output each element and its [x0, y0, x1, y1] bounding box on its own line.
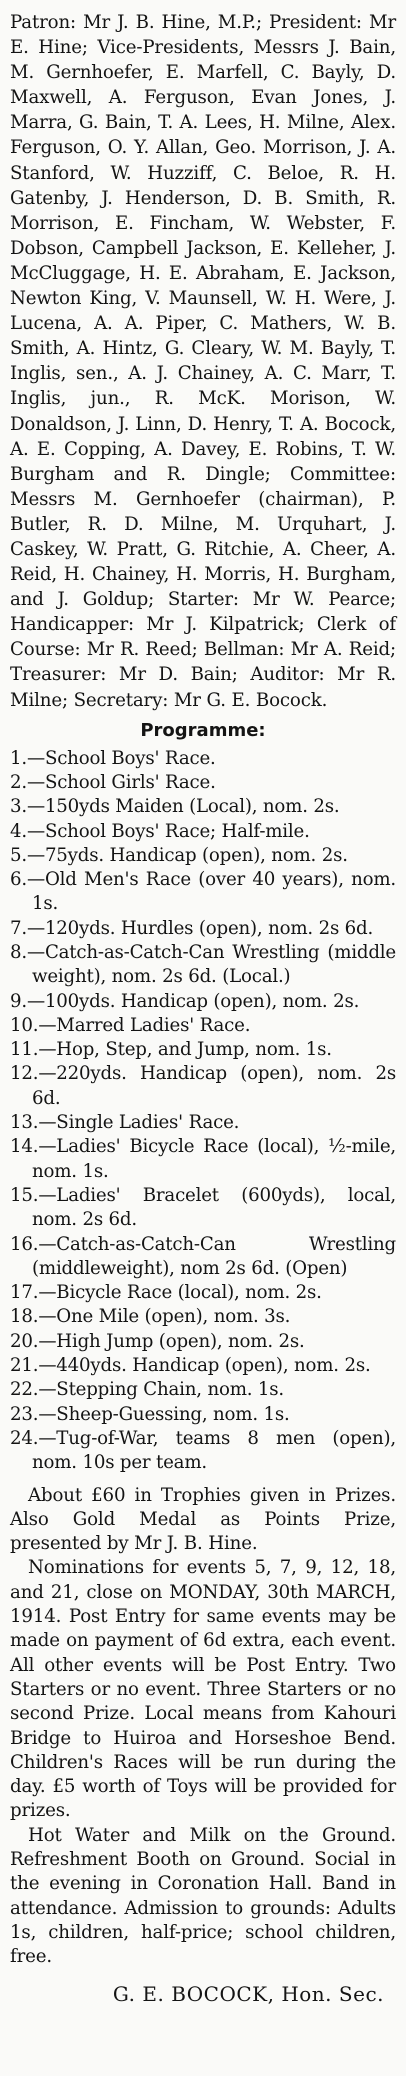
programme-item: 14.—Ladies' Bicycle Race (local), ½-mile, nom. 1s.: [10, 1136, 396, 1182]
programme-item: 16.—Catch-as-Catch-Can Wrestling (middleweight), nom 2s 6d. (Open): [10, 1233, 396, 1279]
officials-paragraph: Patron: Mr J. B. Hine, M.P.; President: Mr E. Hine; Vice-Presidents, Messrs J. Bain, M. Gernhoefer, E. Marfell, C. Bayly, D. Maxwell, A. Ferguson, Evan Jones, J. Marra, G. Bain, T. A. Lees, H. Milne, Alex. Ferguson, O. Y. Allan, Geo. Morrison, J. A. Stanford, W. Huzziff, C. Beloe, R. H. Gatenby, J. Henderson, D. B. Smith, R. Morrison, E. Fincham, W. Webster, F. Dobson, Campbell Jackson, E. Kelleher, J. McCluggage, H. E. Abraham, E. Jackson, Newton King, V. Maunsell, W. H. Were, J. Lucena, A. A. Piper, C. Mathers, W. B. Smith, A. Hintz, G. Cleary, W. M. Bayly, T. Inglis, sen., A. J. Chainey, A. C. Marr, T. Inglis, jun., R. McK. Morison, W. Donaldson, J. Linn, D. Henry, T. A. Bocock, A. E. Copping, A. Davey, E. Robins, T. W. Burgham and R. Dingle; Committee: Messrs M. Gernhoefer (chairman), P. Butler, R. D. Milne, M. Urquhart, J. Caskey, W. Pratt, G. Ritchie, A. Cheer, A. Reid, H. Chainey, H. Morris, H. Burgham, and J. Goldup; Starter: Mr W. Pearce; Handicapper: Mr J. Kilpatrick; Clerk of Course: Mr R. Reed; Bellman: Mr A. Reid; Treasurer: Mr D. Bain; Auditor: Mr R. Milne; Secretary: Mr G. E. Bocock.: [10, 12, 396, 711]
programme-item: 5.—75yds. Handicap (open), nom. 2s.: [10, 844, 348, 866]
programme-item: 17.—Bicycle Race (local), nom. 2s.: [10, 1282, 322, 1304]
amenities-note: Hot Water and Milk on the Ground. Refreshment Booth on Ground. Social in the evening in Coronation Hall. Band in attendance. Admission to grounds: Adults 1s, children, half-price; school children, free.: [10, 1824, 396, 1968]
programme-item: 24.—Tug-of-War, teams 8 men (open), nom. 10s per team.: [10, 1427, 396, 1474]
programme-item: 15.—Ladies' Bracelet (600yds), local, nom. 2s 6d.: [10, 1184, 396, 1231]
notes-section: [10, 1484, 396, 1970]
programme-item: 23.—Sheep-Guessing, nom. 1s.: [10, 1403, 290, 1425]
programme-item: 12.—220yds. Handicap (open), nom. 2s 6d.: [10, 1063, 396, 1109]
programme-item: 3.—150yds Maiden (Local), nom. 2s.: [10, 796, 340, 818]
secretary-signature: G. E. BOCOCK, Hon. Sec.: [112, 1982, 384, 2007]
programme-item: 6.—Old Men's Race (over 40 years), nom. 1s.: [10, 869, 396, 915]
programme-item: 9.—100yds. Handicap (open), nom. 2s.: [10, 990, 360, 1012]
programme-item: 1.—School Boys' Race.: [10, 747, 216, 769]
programme-item: 7.—120yds. Hurdles (open), nom. 2s 6d.: [10, 917, 374, 939]
programme-item: 22.—Stepping Chain, nom. 1s.: [10, 1379, 285, 1401]
trophies-note: About £60 in Trophies given in Prizes. Also Gold Medal as Points Prize, presented by Mr J. B. Hine.: [10, 1484, 396, 1555]
programme-item: 8.—Catch-as-Catch-Can Wrestling (middle weight), nom. 2s 6d. (Local.): [10, 942, 396, 988]
programme-item: 21.—440yds. Handicap (open), nom. 2s.: [10, 1355, 371, 1377]
programme-item: 13.—Single Ladies' Race.: [10, 1112, 240, 1134]
nominations-note: Nominations for events 5, 7, 9, 12, 18, and 21, close on MONDAY, 30th MARCH, 1914. Post Entry for same events may be made on payment of 6d extra, each event. All other events will be Post Entry. Two Starters or no event. Three Starters or no second Prize. Local means from Kahouri Bridge to Huiroa and Horseshoe Bend. Children's Races will be run during the day. £5 worth of Toys will be provided for prizes.: [10, 1557, 396, 1822]
programme-item: 18.—One Mile (open), nom. 3s.: [10, 1306, 291, 1328]
programme-item: 2.—School Girls' Race.: [10, 771, 216, 793]
programme-item: 4.—School Boys' Race; Half-mile.: [10, 820, 310, 842]
programme-item: 11.—Hop, Step, and Jump, nom. 1s.: [10, 1039, 332, 1061]
programme-item: 10.—Marred Ladies' Race.: [10, 1014, 251, 1036]
programme-item: 20.—High Jump (open), nom. 2s.: [10, 1330, 305, 1352]
programme-list: [10, 747, 396, 1476]
programme-heading: Programme:: [140, 719, 266, 741]
